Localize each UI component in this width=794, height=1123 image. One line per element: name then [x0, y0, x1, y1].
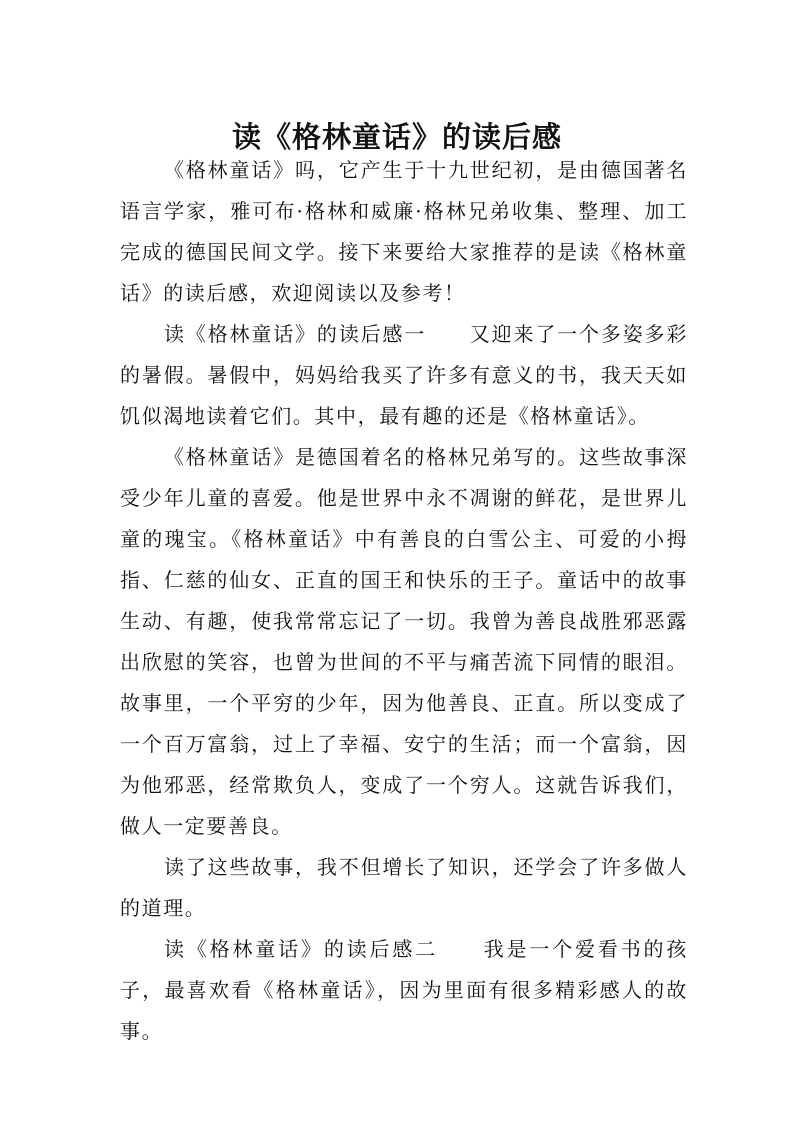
paragraph-intro: 《格林童话》吗，它产生于十九世纪初，是由德国著名语言学家，雅可布·格林和威廉·格林兄弟收集、整理、加工完成的德国民间文学。接下来要给大家推荐的是读《格林童话》的读后感，欢迎阅读以及参考！ — [120, 158, 688, 305]
paragraph-essay-two-opening: 读《格林童话》的读后感二 我是一个爱看书的孩子，最喜欢看《格林童话》，因为里面有很多精彩感人的故事。 — [120, 937, 688, 1043]
document-body — [120, 150, 688, 1052]
document-title: 读《格林童话》的读后感 — [231, 120, 562, 155]
paragraph-essay-one-conclusion: 读了这些故事，我不但增长了知识，还学会了许多做人的道理。 — [120, 855, 688, 920]
paragraph-essay-one-main: 《格林童话》是德国着名的格林兄弟写的。这些故事深受少年儿童的喜爱。他是世界中永不凋谢的鲜花，是世界儿童的瑰宝。《格林童话》中有善良的白雪公主、可爱的小拇指、仁慈的仙女、正直的国王和快乐的王子。童话中的故事生动、有趣，使我常常忘记了一切。我曾为善良战胜邪恶露出欣慰的笑容，也曾为世间的不平与痛苦流下同情的眼泪。故事里，一个平穷的少年，因为他善良、正直。所以变成了一个百万富翁，过上了幸福、安宁的生活；而一个富翁，因为他邪恶，经常欺负人，变成了一个穷人。这就告诉我们，做人一定要善良。 — [120, 445, 688, 838]
paragraph-essay-one-opening: 读《格林童话》的读后感一 又迎来了一个多姿多彩的暑假。暑假中，妈妈给我买了许多有意义的书，我天天如饥似渴地读着它们。其中，最有趣的还是《格林童话》。 — [120, 322, 688, 428]
